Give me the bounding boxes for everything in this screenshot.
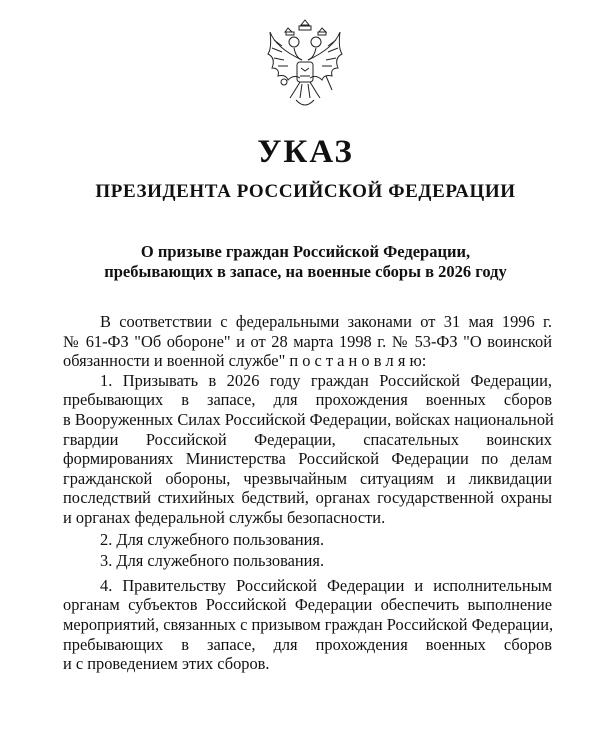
text-line: 2. Для служебного пользования. [100,529,325,549]
text-line: в Вооруженных Силах Российской Федерации, войсках национальной [63,409,554,429]
clause-1 [63,371,552,528]
text-line: № 61-ФЗ "Об обороне" и от 28 марта 1998 г. № 53-ФЗ "О воинской [63,331,552,351]
preamble-paragraph [63,312,552,371]
text-line: мероприятий, связанных с призывом граждан Российской Федерации, [63,614,554,634]
clause-3 [63,551,552,571]
document-title: УКАЗ [257,134,354,170]
text-line: 3. Для служебного пользования. [100,551,325,571]
text-line: органам субъектов Российской Федерации обеспечить выполнение [63,595,552,615]
text-line: гвардии Российской Федерации, спасательных воинских [63,429,552,449]
decree-heading [0,242,611,282]
text-line: обязанности и военной службе" п о с т а н о в л я ю: [63,351,427,371]
text-line: 4. Правительству Российской Федерации и исполнительным [100,575,552,595]
heading-line: О призыве граждан Российской Федерации, [140,242,471,261]
decree-body [63,312,552,674]
text-line: и с проведением этих сборов. [63,654,270,674]
text-line: пребывающих в запасе, для прохождения военных сборов [63,390,552,410]
heading-line: пребывающих в запасе, на военные сборы в 2026 году [104,262,507,281]
coat-of-arms-emblem [266,18,344,112]
clause-4 [63,576,552,674]
text-line: 1. Призывать в 2026 году граждан Российской Федерации, [100,370,552,390]
text-line: последствий стихийных бедствий, органах государственной охраны [63,488,552,508]
text-line: формированиях Министерства Российской Федерации по делам [63,449,552,469]
text-line: и органах федеральной службы безопасности. [63,507,386,527]
text-line: В соответствии с федеральными законами от 31 мая 1996 г. [100,312,552,331]
clause-2 [63,530,552,550]
document-subtitle: ПРЕЗИДЕНТА РОССИЙСКОЙ ФЕДЕРАЦИИ [95,181,516,202]
text-line: гражданской обороны, чрезвычайным ситуациям и ликвидации [63,468,552,488]
text-line: пребывающих в запасе, для прохождения военных сборов [63,634,552,654]
